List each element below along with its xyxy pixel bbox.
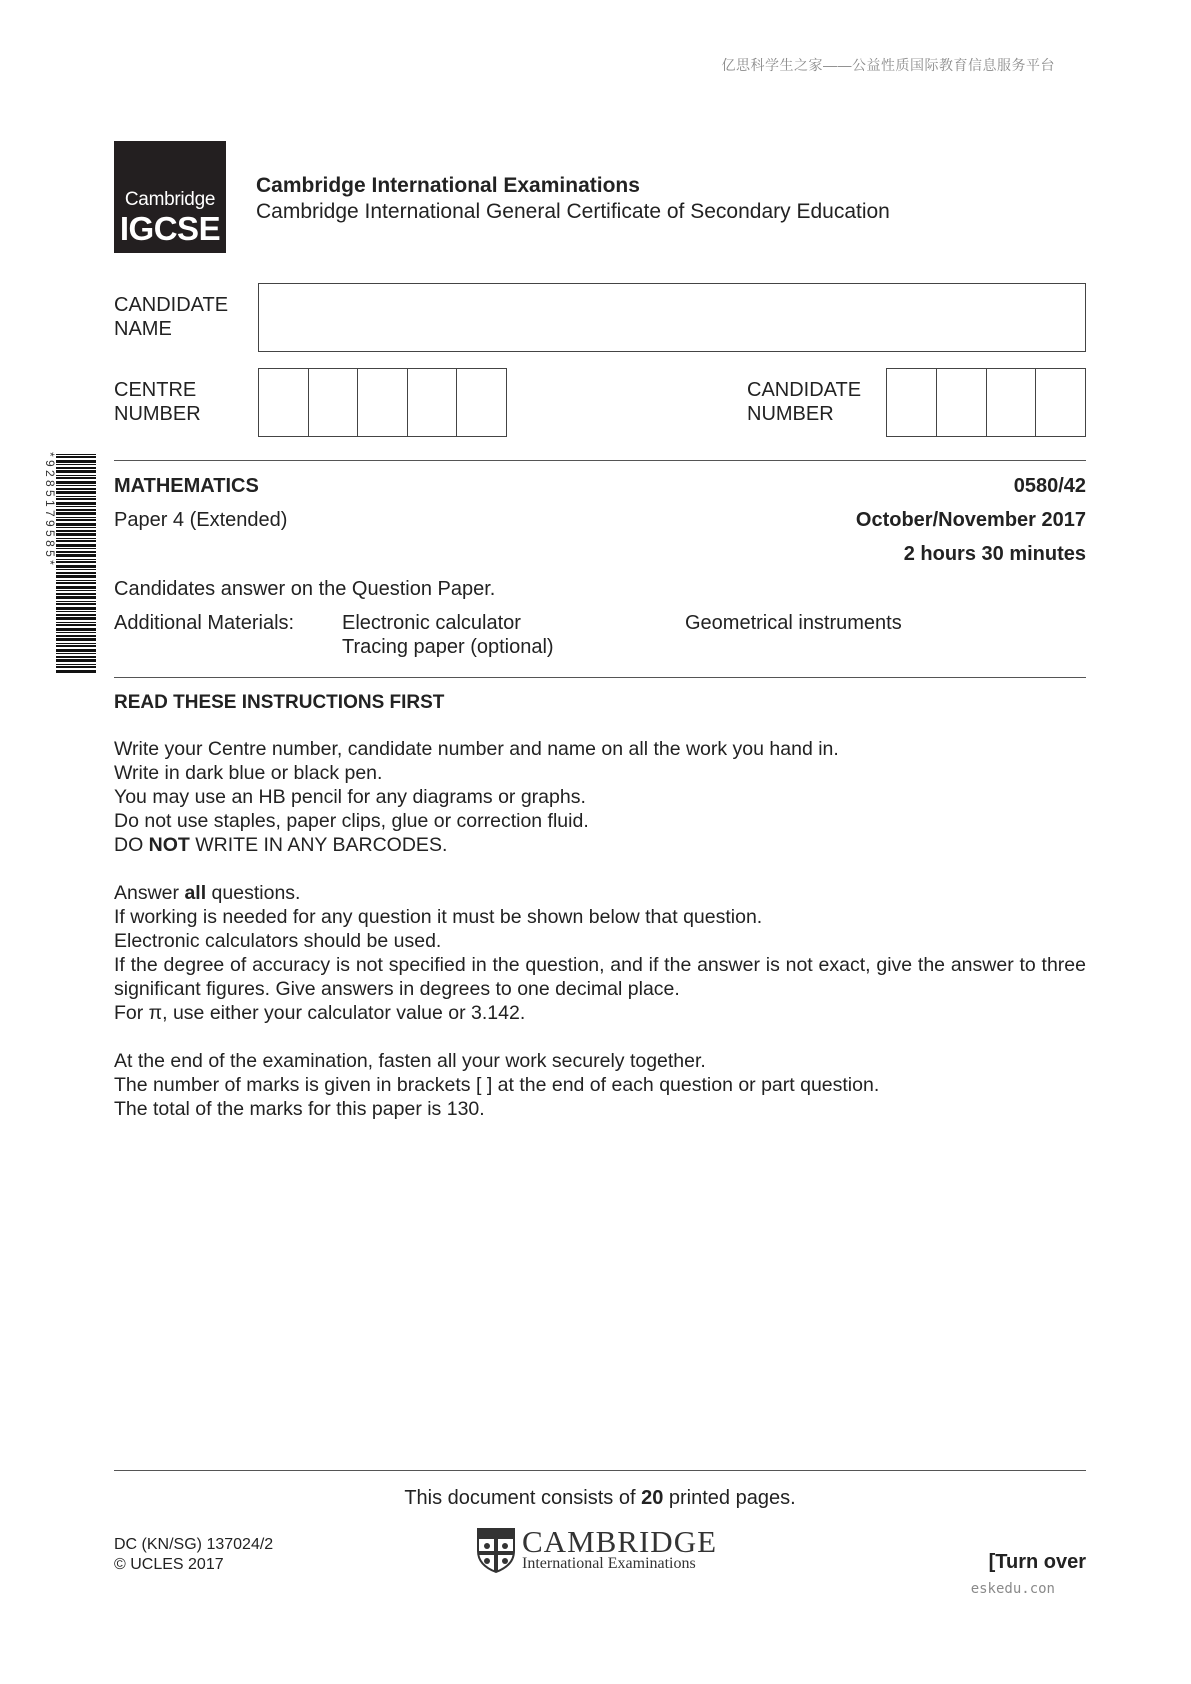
igcse-logo <box>114 141 226 253</box>
divider-top <box>114 460 1086 461</box>
barcode-bar <box>56 580 96 581</box>
barcode-bar <box>56 551 96 553</box>
barcode-bar <box>56 498 96 500</box>
material-instruments: Geometrical instruments <box>685 612 902 634</box>
barcode-bar <box>56 590 96 591</box>
barcode-bar <box>56 554 96 557</box>
text-run: Answer <box>114 882 185 904</box>
barcode-bar <box>56 561 96 563</box>
barcode-bar <box>56 575 96 578</box>
certificate-name: Cambridge International General Certificate of Secondary Education <box>256 200 890 223</box>
instruction-line <box>114 881 1086 905</box>
barcode-bar <box>56 548 96 549</box>
candidate-name-label-line1: CANDIDATE <box>114 294 229 316</box>
barcode-bar <box>56 460 96 463</box>
candidate-number-cell[interactable] <box>887 369 936 436</box>
barcode-bar <box>56 540 96 542</box>
document-reference <box>114 1535 273 1575</box>
barcode-bar <box>56 635 96 637</box>
reference-code: DC (KN/SG) 137024/2 <box>114 1536 274 1553</box>
barcode-bar <box>56 659 96 662</box>
copyright: © UCLES 2017 <box>114 1556 224 1573</box>
barcode-bar <box>56 519 96 521</box>
barcode-bar <box>56 496 96 497</box>
barcode <box>40 452 98 677</box>
centre-number-label <box>114 378 201 426</box>
cambridge-wordmark: CAMBRIDGE <box>522 1524 718 1559</box>
barcode-bar <box>56 533 96 536</box>
material-tracing-paper: Tracing paper (optional) <box>342 636 554 658</box>
barcode-bar <box>56 607 96 610</box>
answer-note: Candidates answer on the Question Paper. <box>114 578 496 600</box>
instruction-line: Do not use staples, paper clips, glue or correction fluid. <box>114 810 589 832</box>
barcode-bar <box>56 624 96 626</box>
barcode-bar <box>56 565 96 568</box>
logo-line1: Cambridge <box>124 189 216 210</box>
barcode-bar <box>56 670 96 673</box>
barcode-bar <box>56 530 96 532</box>
barcode-bar <box>56 638 96 641</box>
barcode-bar <box>56 527 96 528</box>
barcode-bar <box>56 643 96 644</box>
barcode-bar <box>56 470 96 473</box>
candidate-name-field[interactable] <box>258 283 1086 352</box>
barcode-bar <box>56 475 96 476</box>
barcode-bar <box>56 454 96 455</box>
cambridge-wordmark-sub: International Examinations <box>522 1555 696 1572</box>
divider-middle <box>114 677 1086 678</box>
centre-number-cell[interactable] <box>456 369 506 436</box>
instruction-line: If working is needed for any question it must be shown below that question. <box>114 906 763 928</box>
barcode-bar <box>56 649 96 652</box>
barcode-bar <box>56 477 96 479</box>
turn-over: [Turn over <box>988 1551 1086 1573</box>
candidate-number-field[interactable] <box>886 368 1086 437</box>
barcode-bar <box>56 569 96 570</box>
text-run: questions. <box>206 882 301 904</box>
centre-number-cell[interactable] <box>259 369 308 436</box>
barcode-bar <box>56 586 96 589</box>
centre-number-cell[interactable] <box>357 369 407 436</box>
emphasis-all: all <box>184 882 207 904</box>
barcode-bar <box>56 622 96 623</box>
barcode-bar <box>56 517 96 518</box>
materials-label: Additional Materials: <box>114 612 295 634</box>
barcode-bar <box>56 666 96 668</box>
barcode-bar <box>56 614 96 616</box>
barcode-bar <box>56 491 96 494</box>
barcode-bar <box>56 664 96 665</box>
instruction-line: At the end of the examination, fasten all your work securely together. <box>114 1050 706 1072</box>
instruction-line: Write your Centre number, candidate number and name on all the work you hand in. <box>114 738 839 760</box>
candidate-name-label <box>114 293 228 341</box>
material-calculator: Electronic calculator <box>342 612 521 634</box>
barcode-bar <box>56 485 96 486</box>
barcode-bar <box>56 509 96 511</box>
barcode-bar <box>56 538 96 539</box>
instruction-line: The number of marks is given in brackets [ ] at the end of each question or part question. <box>114 1074 880 1096</box>
instruction-line: You may use an HB pencil for any diagrams or graphs. <box>114 786 586 808</box>
watermark-top: 亿思科学生之家——公益性质国际教育信息服务平台 <box>721 57 1055 73</box>
candidate-number-cell[interactable] <box>1035 369 1085 436</box>
emphasis-not: NOT <box>148 834 190 856</box>
cambridge-crest-icon <box>476 1527 516 1573</box>
text-run: WRITE IN ANY BARCODES. <box>189 834 448 856</box>
barcode-bar <box>56 628 96 631</box>
text-run: DO <box>114 834 149 856</box>
text-run: printed pages. <box>663 1487 796 1509</box>
barcode-bar <box>56 502 96 505</box>
barcode-bar <box>56 572 96 574</box>
barcode-bar <box>56 512 96 515</box>
barcode-bar <box>56 632 96 633</box>
instruction-line: If the degree of accuracy is not specified in the question, and if the answer is not exact, give the answer to three significant figures. Give answers in degrees to one decimal place. <box>114 954 1086 1000</box>
centre-number-cell[interactable] <box>308 369 358 436</box>
candidate-number-label <box>747 378 861 426</box>
barcode-bar <box>56 596 96 599</box>
logo-line2: IGCSE <box>119 210 221 247</box>
centre-number-label-line2: NUMBER <box>114 403 201 425</box>
barcode-bar <box>56 481 96 484</box>
instruction-line: The total of the marks for this paper is 130. <box>114 1098 485 1120</box>
candidate-number-label-line1: CANDIDATE <box>747 379 862 401</box>
centre-number-label-line1: CENTRE <box>114 379 197 401</box>
exam-session: October/November 2017 <box>855 509 1086 531</box>
barcode-bar <box>56 467 96 469</box>
watermark-bottom: eskedu.con <box>970 1581 1055 1597</box>
instruction-line: Electronic calculators should be used. <box>114 930 442 952</box>
page-count <box>0 1487 1191 1510</box>
barcode-bar <box>56 593 96 595</box>
barcode-bar <box>56 645 96 647</box>
instruction-line: For π, use either your calculator value or 3.142. <box>114 1002 526 1024</box>
barcode-bar <box>56 601 96 602</box>
instructions-body <box>114 737 1086 1121</box>
barcode-bar <box>56 582 96 584</box>
paper-code: 0580/42 <box>1013 475 1086 497</box>
paper-name: Paper 4 (Extended) <box>114 509 288 531</box>
barcode-bar <box>56 544 96 547</box>
barcode-bar <box>56 464 96 465</box>
centre-number-field[interactable] <box>258 368 507 437</box>
barcode-bar <box>56 603 96 605</box>
barcode-bar <box>56 456 96 458</box>
text-run: This document consists of <box>404 1487 642 1509</box>
exam-board: Cambridge International Examinations <box>256 174 640 197</box>
candidate-number-cell[interactable] <box>936 369 986 436</box>
instruction-line: Write in dark blue or black pen. <box>114 762 383 784</box>
barcode-bar <box>56 611 96 612</box>
candidate-number-label-line2: NUMBER <box>747 403 834 425</box>
candidate-number-cell[interactable] <box>986 369 1036 436</box>
barcode-bar <box>56 488 96 490</box>
subject-title: MATHEMATICS <box>114 475 259 497</box>
barcode-bar <box>56 656 96 658</box>
exam-duration: 2 hours 30 minutes <box>903 543 1086 565</box>
barcode-bar <box>56 559 96 560</box>
instruction-line <box>114 833 1086 857</box>
candidate-name-label-line2: NAME <box>114 318 172 340</box>
centre-number-cell[interactable] <box>407 369 457 436</box>
divider-bottom <box>114 1470 1086 1471</box>
instructions-heading: READ THESE INSTRUCTIONS FIRST <box>114 692 445 713</box>
barcode-text: * 9 2 8 5 1 7 9 5 8 5 * <box>43 452 57 565</box>
barcode-bar <box>56 523 96 526</box>
barcode-bar <box>56 653 96 654</box>
barcode-bar <box>56 506 96 507</box>
page-count-number: 20 <box>641 1487 664 1509</box>
barcode-bar <box>56 617 96 620</box>
